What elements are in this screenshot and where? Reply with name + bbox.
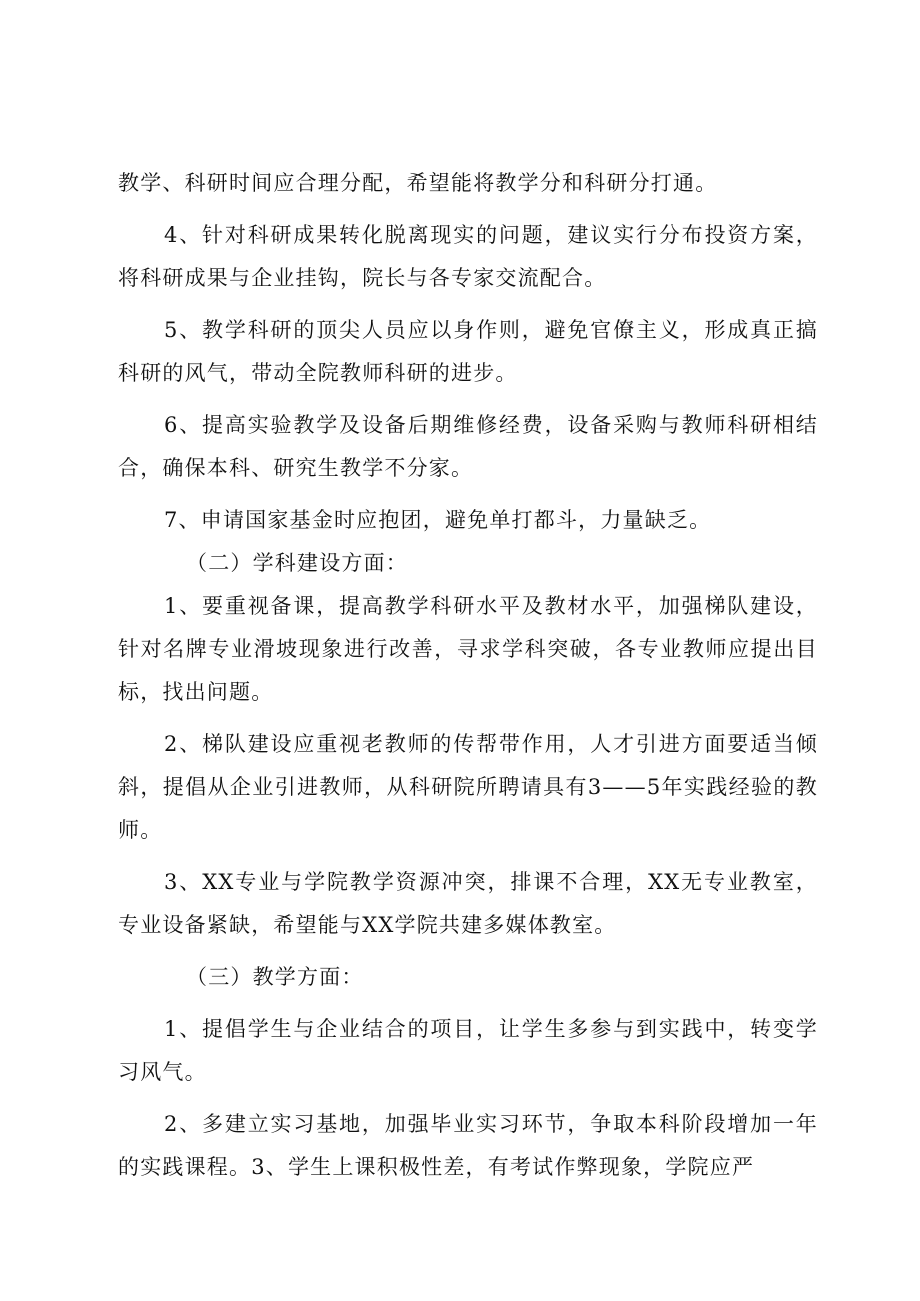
paragraph-item-4: 4、针对科研成果转化脱离现实的问题，建议实行分布投资方案，将科研成果与企业挂钩，院长与各专家交流配合。	[118, 223, 818, 290]
document-body	[118, 162, 818, 1198]
paragraph-continuation: 教学、科研时间应合理分配，希望能将教学分和科研分打通。	[118, 171, 718, 195]
paragraph-item-6: 6、提高实验教学及设备后期维修经费，设备采购与教师科研相结合，确保本科、研究生教学不分家。	[118, 413, 818, 480]
paragraph-item-7: 7、申请国家基金时应抱团，避免单打都斗，力量缺乏。	[164, 508, 712, 532]
paragraph-discipline-3: 3、XX专业与学院教学资源冲突，排课不合理，XX无专业教室，专业设备紧缺，希望能与XX学院共建多媒体教室。	[118, 870, 818, 937]
section-heading-teaching: （三）教学方面：	[186, 965, 364, 989]
paragraph-item-5: 5、教学科研的顶尖人员应以身作则，避免官僚主义，形成真正搞科研的风气，带动全院教师科研的进步。	[118, 318, 818, 385]
paragraph-discipline-2: 2、梯队建设应重视老教师的传帮带作用，人才引进方面要适当倾斜，提倡从企业引进教师，从科研院所聘请具有3——5年实践经验的教师。	[118, 732, 818, 842]
paragraph-discipline-1: 1、要重视备课，提高教学科研水平及教材水平，加强梯队建设，针对名牌专业滑坡现象进行改善，寻求学科突破，各专业教师应提出目标，找出问题。	[118, 594, 818, 704]
paragraph-teaching-1: 1、提倡学生与企业结合的项目，让学生多参与到实践中，转变学习风气。	[118, 1017, 818, 1084]
paragraph-teaching-2: 2、多建立实习基地，加强毕业实习环节，争取本科阶段增加一年的实践课程。3、学生上课积极性差，有考试作弊现象，学院应严	[118, 1112, 818, 1179]
section-heading-discipline: （二）学科建设方面：	[186, 551, 408, 575]
